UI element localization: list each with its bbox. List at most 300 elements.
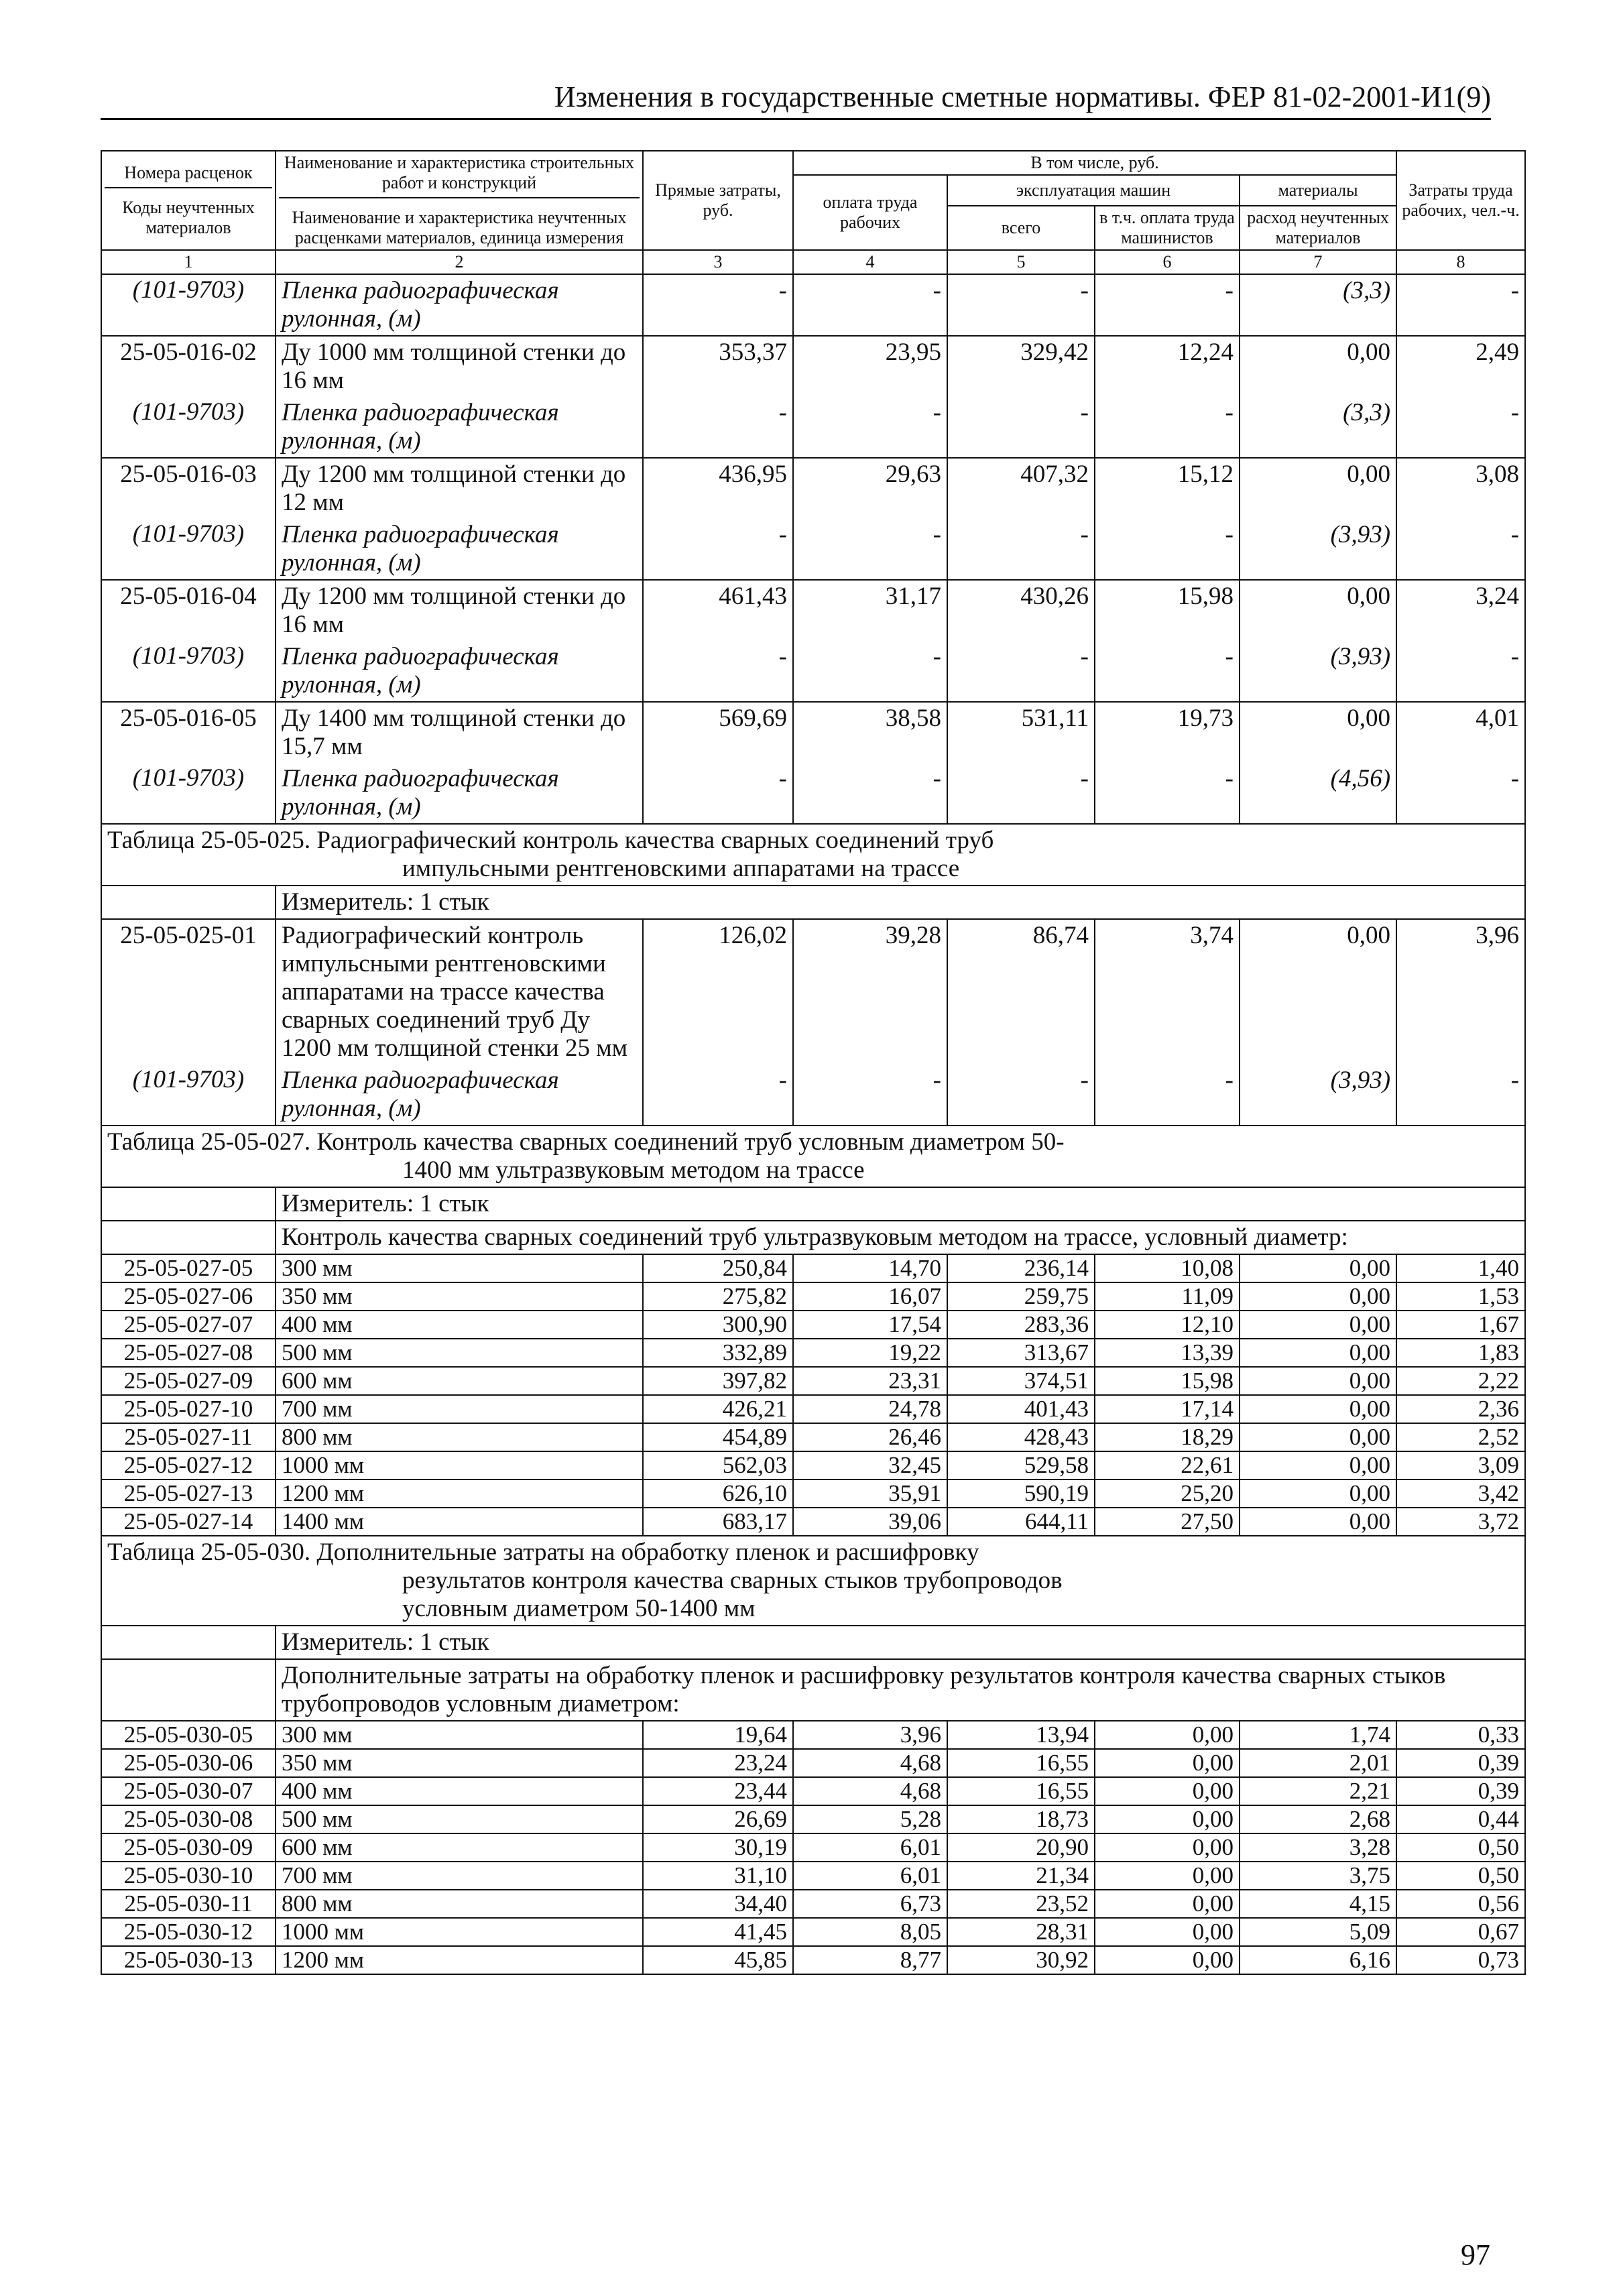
- material-row: [101, 519, 1525, 580]
- rate-code: 25-05-027-05: [101, 1254, 276, 1282]
- value-col5: 529,58: [947, 1451, 1095, 1479]
- intro-row: [101, 1221, 1525, 1254]
- value-col5: 16,55: [947, 1749, 1095, 1777]
- intro-text: Дополнительные затраты на обработку пленок и расшифровку результатов контроля качества сварных стыков трубопроводов условным диаметром:: [276, 1659, 1525, 1721]
- value-col8: 0,44: [1396, 1805, 1525, 1833]
- rate-code: 25-05-016-02: [101, 336, 276, 397]
- rates-table: [101, 150, 1526, 1975]
- material-name: Пленка радиографическая рулонная, (м): [276, 397, 643, 458]
- value-col5: 374,51: [947, 1367, 1095, 1395]
- dash-cell: -: [1396, 641, 1525, 702]
- rate-row: [101, 1423, 1525, 1451]
- rate-row: [101, 1721, 1525, 1749]
- value-col5: 20,90: [947, 1833, 1095, 1862]
- rate-code: 25-05-030-08: [101, 1805, 276, 1833]
- rate-code: 25-05-027-07: [101, 1311, 276, 1339]
- value-col4: 17,54: [793, 1311, 947, 1339]
- dash-cell: -: [947, 763, 1095, 824]
- value-col4: 35,91: [793, 1479, 947, 1508]
- value-col7: 3,28: [1240, 1833, 1396, 1862]
- rate-row: [101, 1282, 1525, 1311]
- head-col1: Номера расценок Коды неучтенных материалов: [101, 151, 276, 250]
- value-col6: 0,00: [1095, 1777, 1240, 1805]
- work-name: Ду 1200 мм толщиной стенки до 12 мм: [276, 458, 643, 519]
- value-col5: 21,34: [947, 1862, 1095, 1890]
- dash-cell: -: [947, 519, 1095, 580]
- value-col7: 0,00: [1240, 1423, 1396, 1451]
- material-code: (101-9703): [101, 274, 276, 336]
- value-col4: 6,01: [793, 1833, 947, 1862]
- dash-cell: -: [643, 274, 793, 336]
- value-col7: 0,00: [1240, 1311, 1396, 1339]
- value-col7: 0,00: [1240, 919, 1396, 1065]
- material-code: (101-9703): [101, 763, 276, 824]
- material-row: [101, 274, 1525, 336]
- value-col8: 1,67: [1396, 1311, 1525, 1339]
- value-col7: 4,15: [1240, 1890, 1396, 1918]
- dash-cell: -: [1095, 1065, 1240, 1126]
- dash-cell: -: [643, 641, 793, 702]
- value-col7: 2,01: [1240, 1749, 1396, 1777]
- value-col5: 329,42: [947, 336, 1095, 397]
- value-col7: 0,00: [1240, 1451, 1396, 1479]
- value-col5: 236,14: [947, 1254, 1095, 1282]
- value-col7: 0,00: [1240, 580, 1396, 641]
- rate-row: [101, 1749, 1525, 1777]
- value-col3: 41,45: [643, 1918, 793, 1946]
- value-col6: 18,29: [1095, 1423, 1240, 1451]
- value-col3: 454,89: [643, 1423, 793, 1451]
- material-name: Пленка радиографическая рулонная, (м): [276, 1065, 643, 1126]
- section-title-line: Таблица 25-05-030. Дополнительные затраты на обработку пленок и расшифровку: [107, 1538, 979, 1566]
- material-code: (101-9703): [101, 519, 276, 580]
- work-name: 300 мм: [276, 1721, 643, 1749]
- value-col5: 313,67: [947, 1339, 1095, 1367]
- value-col4: 38,58: [793, 702, 947, 763]
- material-qty: (3,93): [1240, 641, 1396, 702]
- value-col8: 3,96: [1396, 919, 1525, 1065]
- head-col8: Затраты труда рабочих, чел.-ч.: [1396, 151, 1525, 250]
- dash-cell: -: [947, 274, 1095, 336]
- material-qty: (3,93): [1240, 519, 1396, 580]
- rate-code: 25-05-027-13: [101, 1479, 276, 1508]
- value-col4: 3,96: [793, 1721, 947, 1749]
- work-name: 1200 мм: [276, 1479, 643, 1508]
- value-col5: 401,43: [947, 1395, 1095, 1423]
- value-col7: 0,00: [1240, 702, 1396, 763]
- section-title-line: условным диаметром 50-1400 мм: [402, 1595, 756, 1622]
- rate-row: [101, 458, 1525, 519]
- work-name: Радиографический контроль импульсными рентгеновскими аппаратами на трассе качества сварных соединений труб Ду 1200 мм толщиной стенки 25 мм: [276, 919, 643, 1065]
- dash-cell: -: [947, 397, 1095, 458]
- value-col6: 15,98: [1095, 1367, 1240, 1395]
- dash-cell: -: [947, 1065, 1095, 1126]
- dash-cell: -: [643, 763, 793, 824]
- value-col6: 11,09: [1095, 1282, 1240, 1311]
- rate-code: 25-05-027-12: [101, 1451, 276, 1479]
- work-name: 500 мм: [276, 1805, 643, 1833]
- work-name: Ду 1000 мм толщиной стенки до 16 мм: [276, 336, 643, 397]
- value-col4: 16,07: [793, 1282, 947, 1311]
- meter-row: [101, 1626, 1525, 1659]
- value-col8: 1,83: [1396, 1339, 1525, 1367]
- value-col5: 86,74: [947, 919, 1095, 1065]
- value-col3: 275,82: [643, 1282, 793, 1311]
- material-name: Пленка радиографическая рулонная, (м): [276, 519, 643, 580]
- dash-cell: -: [793, 763, 947, 824]
- rate-row: [101, 1254, 1525, 1282]
- section-title-row: [101, 1126, 1525, 1187]
- value-col4: 23,95: [793, 336, 947, 397]
- work-name: 400 мм: [276, 1777, 643, 1805]
- meter-empty: [101, 886, 276, 919]
- value-col3: 23,24: [643, 1749, 793, 1777]
- rate-row: [101, 1311, 1525, 1339]
- rate-code: 25-05-027-11: [101, 1423, 276, 1451]
- value-col3: 562,03: [643, 1451, 793, 1479]
- value-col8: 2,49: [1396, 336, 1525, 397]
- value-col6: 0,00: [1095, 1946, 1240, 1974]
- dash-cell: -: [1095, 397, 1240, 458]
- dash-cell: -: [643, 397, 793, 458]
- value-col3: 26,69: [643, 1805, 793, 1833]
- section-title-row: [101, 824, 1525, 886]
- value-col3: 397,82: [643, 1367, 793, 1395]
- rate-row: [101, 1339, 1525, 1367]
- intro-row: [101, 1659, 1525, 1721]
- value-col6: 27,50: [1095, 1508, 1240, 1536]
- value-col3: 250,84: [643, 1254, 793, 1282]
- material-row: [101, 397, 1525, 458]
- page-number: 97: [1461, 2238, 1490, 2271]
- value-col8: 0,33: [1396, 1721, 1525, 1749]
- value-col6: 12,24: [1095, 336, 1240, 397]
- intro-empty: [101, 1221, 276, 1254]
- work-name: 800 мм: [276, 1890, 643, 1918]
- value-col6: 17,14: [1095, 1395, 1240, 1423]
- value-col8: 1,40: [1396, 1254, 1525, 1282]
- rate-row: [101, 1805, 1525, 1833]
- meter-text: Измеритель: 1 стык: [276, 1626, 1525, 1659]
- rate-row: [101, 1367, 1525, 1395]
- head-col4: оплата труда рабочих: [793, 175, 947, 250]
- section-title: [101, 824, 1525, 886]
- section-title-row: [101, 1536, 1525, 1626]
- value-col4: 4,68: [793, 1749, 947, 1777]
- value-col3: 461,43: [643, 580, 793, 641]
- value-col6: 0,00: [1095, 1890, 1240, 1918]
- header-title: Изменения в государственные сметные нормативы. ФЕР 81-02-2001-И1(9): [554, 80, 1491, 113]
- section-title-line: Таблица 25-05-027. Контроль качества сварных соединений труб условным диаметром 50-: [107, 1128, 1065, 1156]
- rate-code: 25-05-030-05: [101, 1721, 276, 1749]
- work-name: 300 мм: [276, 1254, 643, 1282]
- value-col7: 2,21: [1240, 1777, 1396, 1805]
- work-name: 600 мм: [276, 1833, 643, 1862]
- value-col5: 590,19: [947, 1479, 1095, 1508]
- work-name: 600 мм: [276, 1367, 643, 1395]
- value-col7: 0,00: [1240, 336, 1396, 397]
- value-col6: 12,10: [1095, 1311, 1240, 1339]
- rate-code: 25-05-016-03: [101, 458, 276, 519]
- value-col7: 0,00: [1240, 1395, 1396, 1423]
- value-col3: 30,19: [643, 1833, 793, 1862]
- dash-cell: -: [793, 397, 947, 458]
- rate-code: 25-05-027-06: [101, 1282, 276, 1311]
- value-col4: 26,46: [793, 1423, 947, 1451]
- value-col4: 39,28: [793, 919, 947, 1065]
- rate-code: 25-05-030-07: [101, 1777, 276, 1805]
- value-col6: 15,12: [1095, 458, 1240, 519]
- rate-row: [101, 580, 1525, 641]
- work-name: 1200 мм: [276, 1946, 643, 1974]
- material-code: (101-9703): [101, 397, 276, 458]
- value-col6: 3,74: [1095, 919, 1240, 1065]
- value-col3: 300,90: [643, 1311, 793, 1339]
- rate-code: 25-05-027-10: [101, 1395, 276, 1423]
- dash-cell: -: [793, 1065, 947, 1126]
- value-col5: 407,32: [947, 458, 1095, 519]
- material-name: Пленка радиографическая рулонная, (м): [276, 763, 643, 824]
- dash-cell: -: [1396, 519, 1525, 580]
- material-row: [101, 763, 1525, 824]
- dash-cell: -: [1396, 763, 1525, 824]
- value-col6: 0,00: [1095, 1833, 1240, 1862]
- rate-code: 25-05-030-09: [101, 1833, 276, 1862]
- rate-code: 25-05-027-08: [101, 1339, 276, 1367]
- dash-cell: -: [643, 1065, 793, 1126]
- value-col3: 569,69: [643, 702, 793, 763]
- material-qty: (4,56): [1240, 763, 1396, 824]
- rate-row: [101, 1777, 1525, 1805]
- value-col8: 3,42: [1396, 1479, 1525, 1508]
- value-col4: 14,70: [793, 1254, 947, 1282]
- value-col6: 15,98: [1095, 580, 1240, 641]
- meter-text: Измеритель: 1 стык: [276, 1187, 1525, 1221]
- work-name: 500 мм: [276, 1339, 643, 1367]
- value-col7: 1,74: [1240, 1721, 1396, 1749]
- work-name: 1000 мм: [276, 1451, 643, 1479]
- head-col3: Прямые затраты, руб.: [643, 151, 793, 250]
- head-materials: материалы: [1240, 175, 1396, 206]
- work-name: 800 мм: [276, 1423, 643, 1451]
- value-col5: 430,26: [947, 580, 1095, 641]
- value-col8: 2,52: [1396, 1423, 1525, 1451]
- head-col7: расход неучтенных материалов: [1240, 206, 1396, 250]
- dash-cell: -: [793, 274, 947, 336]
- work-name: 350 мм: [276, 1749, 643, 1777]
- value-col8: 3,09: [1396, 1451, 1525, 1479]
- material-qty: (3,93): [1240, 1065, 1396, 1126]
- value-col8: 3,08: [1396, 458, 1525, 519]
- head-machines: эксплуатация машин: [947, 175, 1240, 206]
- value-col8: 3,24: [1396, 580, 1525, 641]
- value-col8: 2,22: [1396, 1367, 1525, 1395]
- value-col4: 5,28: [793, 1805, 947, 1833]
- value-col3: 34,40: [643, 1890, 793, 1918]
- value-col7: 3,75: [1240, 1862, 1396, 1890]
- rate-row: [101, 702, 1525, 763]
- value-col5: 428,43: [947, 1423, 1095, 1451]
- value-col7: 6,16: [1240, 1946, 1396, 1974]
- value-col6: 0,00: [1095, 1749, 1240, 1777]
- rate-code: 25-05-030-11: [101, 1890, 276, 1918]
- value-col5: 13,94: [947, 1721, 1095, 1749]
- rate-code: 25-05-030-06: [101, 1749, 276, 1777]
- value-col8: 0,73: [1396, 1946, 1525, 1974]
- rate-code: 25-05-027-14: [101, 1508, 276, 1536]
- value-col7: 0,00: [1240, 1282, 1396, 1311]
- value-col8: 1,53: [1396, 1282, 1525, 1311]
- material-code: (101-9703): [101, 1065, 276, 1126]
- value-col4: 6,01: [793, 1862, 947, 1890]
- head-numbers: 1 2 3 4 5 6 7 8: [101, 250, 1525, 274]
- value-col7: 0,00: [1240, 1367, 1396, 1395]
- value-col6: 0,00: [1095, 1805, 1240, 1833]
- value-col3: 353,37: [643, 336, 793, 397]
- value-col5: 644,11: [947, 1508, 1095, 1536]
- value-col3: 45,85: [643, 1946, 793, 1974]
- table-head: [101, 151, 1525, 274]
- value-col4: 8,05: [793, 1918, 947, 1946]
- value-col8: 0,67: [1396, 1918, 1525, 1946]
- value-col7: 0,00: [1240, 458, 1396, 519]
- value-col7: 0,00: [1240, 1508, 1396, 1536]
- value-col8: 2,36: [1396, 1395, 1525, 1423]
- value-col7: 5,09: [1240, 1918, 1396, 1946]
- rate-row: [101, 1946, 1525, 1974]
- rate-row: [101, 919, 1525, 1065]
- value-col3: 683,17: [643, 1508, 793, 1536]
- work-name: 1000 мм: [276, 1918, 643, 1946]
- section-title-line: Таблица 25-05-025. Радиографический контроль качества сварных соединений труб: [107, 827, 994, 854]
- value-col4: 39,06: [793, 1508, 947, 1536]
- rate-code: 25-05-030-12: [101, 1918, 276, 1946]
- work-name: Ду 1200 мм толщиной стенки до 16 мм: [276, 580, 643, 641]
- value-col8: 0,50: [1396, 1862, 1525, 1890]
- material-qty: (3,3): [1240, 274, 1396, 336]
- value-col4: 8,77: [793, 1946, 947, 1974]
- value-col3: 126,02: [643, 919, 793, 1065]
- work-name: 700 мм: [276, 1862, 643, 1890]
- intro-text: Контроль качества сварных соединений труб ультразвуковым методом на трассе, условный диаметр:: [276, 1221, 1525, 1254]
- dash-cell: -: [1095, 274, 1240, 336]
- rate-row: [101, 1862, 1525, 1890]
- work-name: 1400 мм: [276, 1508, 643, 1536]
- section-title-line: импульсными рентгеновскими аппаратами на трассе: [402, 855, 960, 882]
- work-name: 350 мм: [276, 1282, 643, 1311]
- dash-cell: -: [1095, 641, 1240, 702]
- rate-row: [101, 336, 1525, 397]
- value-col5: 18,73: [947, 1805, 1095, 1833]
- value-col4: 31,17: [793, 580, 947, 641]
- rate-code: 25-05-030-10: [101, 1862, 276, 1890]
- value-col3: 31,10: [643, 1862, 793, 1890]
- material-name: Пленка радиографическая рулонная, (м): [276, 641, 643, 702]
- value-col8: 0,39: [1396, 1777, 1525, 1805]
- value-col8: 0,56: [1396, 1890, 1525, 1918]
- work-name: Ду 1400 мм толщиной стенки до 15,7 мм: [276, 702, 643, 763]
- dash-cell: -: [793, 641, 947, 702]
- work-name: 400 мм: [276, 1311, 643, 1339]
- rate-code: 25-05-016-05: [101, 702, 276, 763]
- value-col5: 30,92: [947, 1946, 1095, 1974]
- dash-cell: -: [793, 519, 947, 580]
- section-title-line: 1400 мм ультразвуковым методом на трассе: [402, 1156, 865, 1184]
- value-col7: 0,00: [1240, 1254, 1396, 1282]
- value-col6: 0,00: [1095, 1721, 1240, 1749]
- value-col4: 6,73: [793, 1890, 947, 1918]
- rate-row: [101, 1395, 1525, 1423]
- section-title: [101, 1536, 1525, 1626]
- rate-row: [101, 1890, 1525, 1918]
- value-col6: 22,61: [1095, 1451, 1240, 1479]
- value-col6: 25,20: [1095, 1479, 1240, 1508]
- material-row: [101, 641, 1525, 702]
- dash-cell: -: [1396, 1065, 1525, 1126]
- value-col7: 2,68: [1240, 1805, 1396, 1833]
- value-col4: 29,63: [793, 458, 947, 519]
- rate-code: 25-05-016-04: [101, 580, 276, 641]
- value-col4: 4,68: [793, 1777, 947, 1805]
- value-col8: 0,39: [1396, 1749, 1525, 1777]
- value-col5: 531,11: [947, 702, 1095, 763]
- meter-row: [101, 886, 1525, 919]
- value-col4: 23,31: [793, 1367, 947, 1395]
- material-name: Пленка радиографическая рулонная, (м): [276, 274, 643, 336]
- dash-cell: -: [1396, 397, 1525, 458]
- value-col5: 283,36: [947, 1311, 1095, 1339]
- head-col2: Наименование и характеристика строительных работ и конструкций Наименование и характеристика неучтенных расценками материалов, единица измерения: [276, 151, 643, 250]
- rate-row: [101, 1479, 1525, 1508]
- meter-row: [101, 1187, 1525, 1221]
- value-col6: 13,39: [1095, 1339, 1240, 1367]
- rate-code: 25-05-027-09: [101, 1367, 276, 1395]
- value-col6: 0,00: [1095, 1862, 1240, 1890]
- value-col4: 19,22: [793, 1339, 947, 1367]
- value-col5: 28,31: [947, 1918, 1095, 1946]
- value-col3: 19,64: [643, 1721, 793, 1749]
- value-col7: 0,00: [1240, 1339, 1396, 1367]
- value-col7: 0,00: [1240, 1479, 1396, 1508]
- rate-row: [101, 1833, 1525, 1862]
- value-col8: 0,50: [1396, 1833, 1525, 1862]
- value-col3: 332,89: [643, 1339, 793, 1367]
- rate-code: 25-05-030-13: [101, 1946, 276, 1974]
- material-qty: (3,3): [1240, 397, 1396, 458]
- material-code: (101-9703): [101, 641, 276, 702]
- rate-row: [101, 1918, 1525, 1946]
- value-col8: 4,01: [1396, 702, 1525, 763]
- value-col3: 436,95: [643, 458, 793, 519]
- value-col3: 426,21: [643, 1395, 793, 1423]
- intro-empty: [101, 1659, 276, 1721]
- value-col3: 626,10: [643, 1479, 793, 1508]
- section-title: [101, 1126, 1525, 1187]
- meter-empty: [101, 1626, 276, 1659]
- value-col5: 23,52: [947, 1890, 1095, 1918]
- head-col6: в т.ч. оплата труда машинистов: [1095, 206, 1240, 250]
- rate-row: [101, 1451, 1525, 1479]
- value-col8: 3,72: [1396, 1508, 1525, 1536]
- section-title-line: результатов контроля качества сварных стыков трубопроводов: [402, 1567, 1063, 1594]
- value-col4: 24,78: [793, 1395, 947, 1423]
- work-name: 700 мм: [276, 1395, 643, 1423]
- dash-cell: -: [1095, 519, 1240, 580]
- value-col4: 32,45: [793, 1451, 947, 1479]
- dash-cell: -: [1095, 763, 1240, 824]
- value-col6: 0,00: [1095, 1918, 1240, 1946]
- rate-row: [101, 1508, 1525, 1536]
